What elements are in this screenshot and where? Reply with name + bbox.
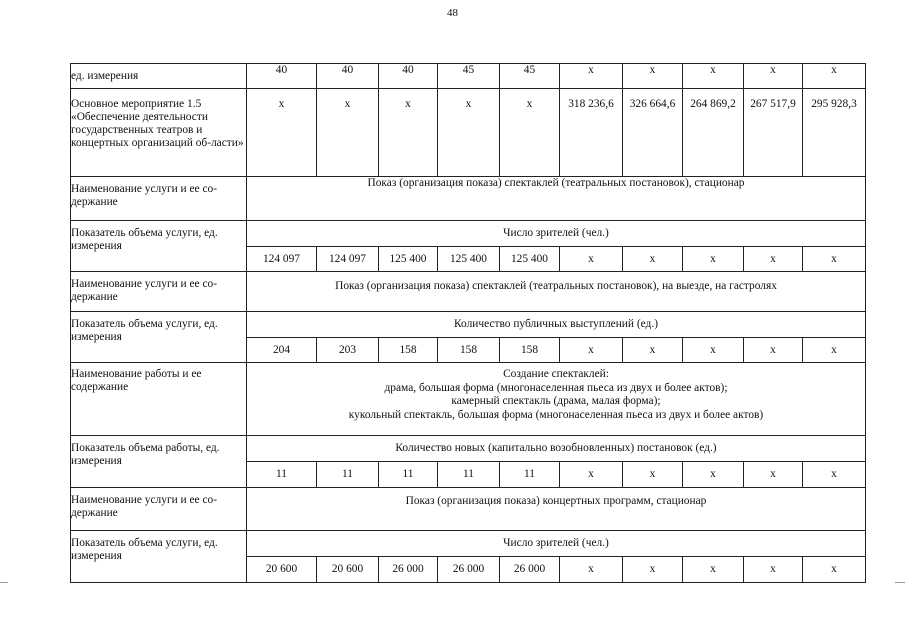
value-cell: х — [803, 247, 866, 272]
value-cell: 124 097 — [317, 247, 379, 272]
value-cell: 26 000 — [438, 557, 500, 583]
value-cell: 318 236,6 — [560, 89, 623, 177]
work-description-line: Создание спектаклей: — [503, 368, 609, 380]
service-description: Показ (организация показа) концертных программ, стационар — [247, 488, 866, 531]
data-table — [70, 63, 866, 583]
value-cell: 158 — [379, 338, 438, 363]
table-row-indicator — [71, 531, 866, 557]
table-row-service-name — [71, 488, 866, 531]
row-label: Наименование работы и ее содержание — [71, 363, 247, 436]
value-cell: 26 000 — [500, 557, 560, 583]
value-cell: х — [560, 557, 623, 583]
indicator-description: Количество новых (капитально возобновленных) постановок (ед.) — [247, 436, 866, 462]
value-cell: 326 664,6 — [623, 89, 683, 177]
page-number: 48 — [447, 7, 458, 19]
value-cell: 264 869,2 — [683, 89, 744, 177]
work-description-line: кукольный спектакль, большая форма (многонаселенная пьеса из двух и более актов) — [348, 408, 764, 421]
value-cell: х — [560, 338, 623, 363]
value-cell: х — [744, 462, 803, 488]
value-cell: х — [744, 338, 803, 363]
row-label: Показатель объема услуги, ед. измерения — [71, 221, 247, 272]
value-cell: х — [623, 64, 683, 89]
table-row-indicator — [71, 312, 866, 338]
value-cell: 11 — [317, 462, 379, 488]
value-cell: 125 400 — [379, 247, 438, 272]
value-cell: 11 — [438, 462, 500, 488]
value-cell: 158 — [500, 338, 560, 363]
value-cell: 295 928,3 — [803, 89, 866, 177]
value-cell: 124 097 — [247, 247, 317, 272]
value-cell: х — [683, 462, 744, 488]
value-cell: 40 — [247, 64, 317, 89]
value-cell: х — [683, 64, 744, 89]
work-description-line: драма, большая форма (многонаселенная пьеса из двух и более актов); — [384, 381, 728, 394]
value-cell: 125 400 — [438, 247, 500, 272]
value-cell: х — [560, 462, 623, 488]
table-row-service-name — [71, 177, 866, 221]
work-description-line: камерный спектакль (драма, малая форма); — [451, 395, 661, 408]
value-cell: х — [379, 89, 438, 177]
value-cell: 11 — [379, 462, 438, 488]
value-cell: х — [744, 64, 803, 89]
value-cell: х — [683, 338, 744, 363]
table-row-indicator — [71, 436, 866, 462]
value-cell: х — [623, 462, 683, 488]
table-row-indicator — [71, 221, 866, 247]
value-cell: х — [683, 247, 744, 272]
value-cell: х — [247, 89, 317, 177]
value-cell: 204 — [247, 338, 317, 363]
value-cell: 40 — [317, 64, 379, 89]
value-cell: х — [560, 247, 623, 272]
row-label: Наименование услуги и ее со-держание — [71, 488, 247, 531]
value-cell: 158 — [438, 338, 500, 363]
work-description — [247, 363, 866, 436]
value-cell: 45 — [500, 64, 560, 89]
value-cell: х — [803, 462, 866, 488]
service-description: Показ (организация показа) спектаклей (театральных постановок), стационар — [247, 177, 866, 221]
value-cell: х — [744, 247, 803, 272]
value-cell: 11 — [500, 462, 560, 488]
table-row-unit — [71, 64, 866, 89]
row-label: Показатель объема услуги, ед. измерения — [71, 312, 247, 363]
value-cell: 20 600 — [317, 557, 379, 583]
service-description: Показ (организация показа) спектаклей (театральных постановок), на выезде, на гастролях — [247, 272, 866, 312]
indicator-description: Число зрителей (чел.) — [247, 221, 866, 247]
value-cell: х — [438, 89, 500, 177]
value-cell: х — [623, 557, 683, 583]
row-label: ед. измерения — [71, 64, 247, 89]
row-label: Показатель объема работы, ед. измерения — [71, 436, 247, 488]
value-cell: х — [623, 247, 683, 272]
table-row-work-name — [71, 363, 866, 436]
value-cell: х — [744, 557, 803, 583]
table-row-service-name — [71, 272, 866, 312]
value-cell: 11 — [247, 462, 317, 488]
indicator-description: Число зрителей (чел.) — [247, 531, 866, 557]
value-cell: 26 000 — [379, 557, 438, 583]
value-cell: х — [803, 64, 866, 89]
value-cell: 267 517,9 — [744, 89, 803, 177]
row-label: Основное мероприятие 1.5 «Обеспечение деятельности государственных театров и концертных организаций об-ласти» — [71, 89, 247, 177]
value-cell: 40 — [379, 64, 438, 89]
indicator-description: Количество публичных выступлений (ед.) — [247, 312, 866, 338]
right-edge-mark — [895, 582, 905, 583]
value-cell: х — [683, 557, 744, 583]
value-cell: х — [623, 338, 683, 363]
value-cell: 125 400 — [500, 247, 560, 272]
left-edge-mark — [0, 582, 8, 583]
row-label: Наименование услуги и ее со-держание — [71, 177, 247, 221]
value-cell: 203 — [317, 338, 379, 363]
value-cell: х — [803, 557, 866, 583]
value-cell: х — [317, 89, 379, 177]
value-cell: х — [560, 64, 623, 89]
value-cell: 45 — [438, 64, 500, 89]
row-label: Наименование услуги и ее со-держание — [71, 272, 247, 312]
value-cell: 20 600 — [247, 557, 317, 583]
value-cell: х — [500, 89, 560, 177]
table-row-activity — [71, 89, 866, 177]
value-cell: х — [803, 338, 866, 363]
row-label: Показатель объема услуги, ед. измерения — [71, 531, 247, 583]
